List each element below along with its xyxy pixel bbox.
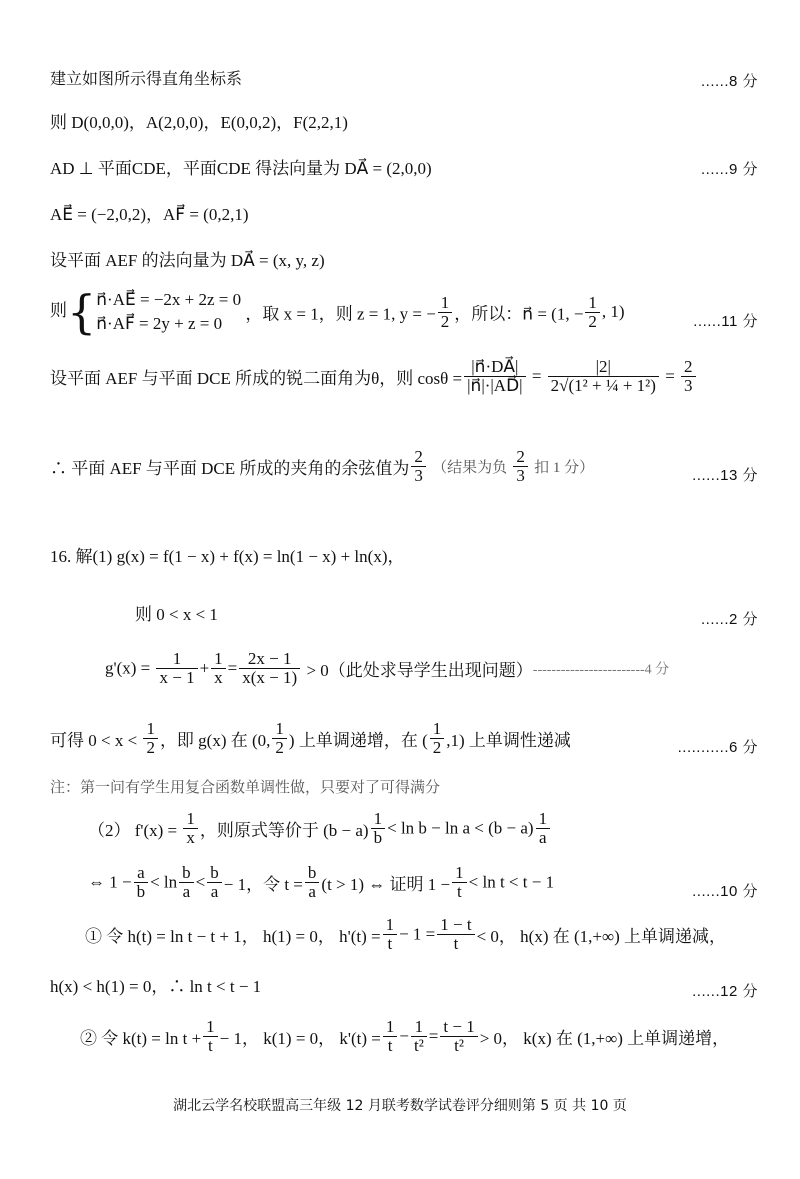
score-10: ......10 分 (692, 883, 758, 900)
line-2-text: 则 D(0,0,0)，A(2,0,0)，E(0,0,2)，F(2,2,1) (50, 113, 348, 132)
b-num: 1 (371, 810, 386, 829)
score-9: ......9 分 (700, 161, 758, 178)
ans-den: 3 (414, 466, 423, 485)
result-fraction (681, 358, 696, 395)
h1-num: 1 (383, 916, 398, 935)
k3-den: t² (413, 1036, 424, 1055)
h-def: ① 令 h(t) = ln t − t + 1， h(1) = 0， h'(t) = (85, 927, 381, 946)
k-mid: − 1， k(1) = 0， k'(t) = (219, 1029, 381, 1048)
fx-num: 1 (183, 810, 198, 829)
line-7-text: 设平面 AEF 与平面 DCE 所成的锐二面角为θ，则 cosθ = (50, 369, 463, 388)
line-8 (0, 446, 800, 502)
frac-h1 (383, 916, 398, 953)
line-8-content (50, 448, 594, 485)
score-12: ......12 分 (692, 983, 758, 1000)
half-den: 2 (275, 738, 284, 757)
half-den: 2 (432, 738, 442, 757)
equals-sign: = (531, 366, 542, 386)
h2-num: 1 − t (437, 916, 474, 935)
h1-den: t (387, 934, 393, 953)
answer-fraction (411, 448, 426, 485)
f1-den: x − 1 (159, 668, 195, 687)
frac-2 (211, 650, 226, 687)
ba-den: a (182, 882, 191, 901)
line-4 (0, 196, 800, 236)
line-4-text: AE⃗ = (−2,0,2)，AF⃗ = (0,2,1) (50, 205, 249, 224)
line-8-text: ∴ 平面 AEF 与平面 DCE 所成的夹角的余弦值为 (50, 459, 410, 478)
ab-num: a (134, 864, 149, 883)
cos-den-2: 2√(1² + ¼ + 1²) (550, 376, 656, 395)
f3-den: x(x − 1) (242, 668, 298, 687)
dash-score-4: ------------------------4 分 (532, 662, 670, 678)
line-3 (0, 150, 800, 190)
k3-num: 1 (411, 1018, 427, 1037)
text-3: ) 上单调递增，在 ( (288, 731, 428, 750)
equiv-text: ，则原式等价于 (b − a) (199, 821, 369, 840)
brace-symbol: { (67, 285, 97, 339)
line-2 (0, 104, 800, 144)
t1-num: 1 (452, 864, 467, 883)
line-5-text: 设平面 AEF 的法向量为 DA⃗ = (x, y, z) (50, 251, 325, 270)
a-den: a (539, 828, 547, 847)
line-11-rest: > 0（此处求导学生出现问题） (306, 661, 533, 680)
note-den: 3 (516, 466, 525, 485)
line-12-content (50, 720, 571, 757)
ba-num: b (179, 864, 194, 883)
eq: = (428, 1026, 439, 1046)
frac-num: 1 (585, 294, 600, 313)
frac-num: 1 (438, 294, 453, 313)
ba2-num: b (207, 864, 222, 883)
ans-num: 2 (411, 448, 426, 467)
cos-fraction-2 (548, 358, 659, 395)
frac-1-over-x (183, 810, 198, 847)
frac-1-over-a (536, 810, 551, 847)
half-den: 2 (146, 738, 155, 757)
grading-note: 注：第一问有学生用复合函数单调性做，只要对了可得满分 (50, 778, 441, 796)
prove-text: (t > 1) ⇔ 证明 1 − (321, 875, 451, 894)
half-num: 1 (430, 720, 445, 739)
line-1 (0, 62, 800, 102)
score-8: ......8 分 (700, 73, 758, 90)
a-num: 1 (536, 810, 551, 829)
frac-b-over-a (179, 864, 194, 901)
frac-den: 2 (440, 311, 450, 331)
t-den: a (308, 882, 316, 901)
score-6: ...........6 分 (677, 739, 758, 756)
note-deduct: 扣 1 分） (534, 460, 595, 476)
note-num: 2 (513, 448, 528, 467)
line-7 (0, 356, 800, 424)
frac-3 (239, 650, 300, 687)
page-footer: 湖北云学名校联盟高三年级 12 月联考数学试卷评分细则第 5 页 共 10 页 (173, 1098, 627, 1114)
half-1 (143, 720, 158, 757)
ln-pre: < ln (150, 872, 178, 892)
text-2: ，即 g(x) 在 (0, (159, 731, 271, 750)
frac-1-over-b (371, 810, 386, 847)
line-7-content (50, 358, 698, 395)
lt-sign: < (195, 872, 206, 892)
half-num: 1 (272, 720, 287, 739)
frac-k3 (411, 1018, 427, 1055)
line-16 (0, 914, 800, 964)
fx-den: x (186, 828, 195, 847)
f3-num: 2x − 1 (239, 650, 300, 669)
half-num: 1 (143, 720, 158, 739)
plus-sign: + (199, 658, 210, 678)
line-9-text: 16. 解(1) g(x) = f(1 − x) + f(x) = ln(1 − x) + ln(x)， (50, 547, 405, 566)
h-mid: − 1 = (399, 924, 436, 944)
f1-num: 1 (156, 650, 197, 669)
line-6-tail: ，所以：n⃗ = (1, − (454, 304, 584, 324)
frac-a-over-b (134, 864, 149, 901)
t1-den: t (457, 882, 462, 901)
line-3-text: AD ⊥ 平面CDE，平面CDE 得法向量为 DA⃗ = (2,0,0) (50, 159, 432, 178)
cos-num: |n⃗·DA⃗| (464, 358, 525, 377)
k4-den: t² (454, 1036, 464, 1055)
h2-den: t (453, 934, 459, 953)
line-11-content (105, 650, 669, 687)
line-14 (0, 808, 800, 858)
prove-end: < ln t < t − 1 (468, 872, 555, 892)
equiv-start: ⇔ 1 − (88, 872, 132, 892)
line-17 (0, 968, 800, 1008)
h-rest: < 0， h(x) 在 (1,+∞) 上单调递减， (476, 927, 727, 946)
frac-den: 2 (588, 311, 597, 331)
line-16-content (85, 916, 726, 953)
score-13: ......13 分 (692, 467, 758, 484)
line-10 (0, 596, 800, 636)
frac-1-over-t (452, 864, 467, 901)
score-11: ......11 分 (693, 313, 758, 330)
line-18 (0, 1016, 800, 1066)
equals: = (227, 658, 238, 678)
line-1-text: 建立如图所示得直角坐标系 (50, 69, 243, 88)
result-num: 2 (681, 358, 696, 377)
text-4: ,1) 上单调性递减 (446, 731, 571, 750)
frac-k2 (383, 1018, 398, 1055)
half-3 (430, 720, 445, 757)
t-num: b (305, 864, 320, 883)
ba2-den: a (210, 882, 219, 901)
gprime-label: g'(x) = (105, 658, 151, 678)
frac-k4 (440, 1018, 477, 1055)
frac-h2 (437, 916, 474, 953)
let-t: − 1，令 t = (223, 875, 303, 894)
k1-den: t (208, 1036, 213, 1055)
k4-num: t − 1 (440, 1018, 477, 1037)
note-negative: （结果为负 (432, 460, 508, 476)
equation-1: n⃗·AE⃗ = −2x + 2z = 0 (96, 290, 242, 309)
half-2 (272, 720, 287, 757)
result-den: 3 (684, 376, 693, 395)
cos-fraction (464, 358, 525, 395)
f2-den: x (214, 668, 223, 687)
ineq-text: < ln b − ln a < (b − a) (387, 818, 534, 838)
frac-k1 (203, 1018, 218, 1055)
note-fraction (513, 448, 528, 485)
line-6-tail2: , 1) (601, 302, 625, 321)
f2-num: 1 (211, 650, 226, 669)
k2-num: 1 (383, 1018, 398, 1037)
cos-num-2: |2| (548, 358, 659, 377)
frac-t-def (305, 864, 320, 901)
line-5 (0, 242, 800, 282)
score-2: ......2 分 (700, 611, 758, 628)
minus: − (399, 1026, 409, 1046)
line-14-content (88, 810, 552, 847)
line-17-text: h(x) < h(1) = 0，∴ ln t < t − 1 (50, 977, 262, 996)
line-15 (0, 862, 800, 912)
frac-1 (156, 650, 197, 687)
k-rest: > 0， k(x) 在 (1,+∞) 上单调递增， (479, 1029, 730, 1048)
cos-den: |n⃗|·|AD⃗| (467, 376, 523, 395)
equation-2: n⃗·AF⃗ = 2y + z = 0 (96, 314, 223, 333)
line-10-text: 则 0 < x < 1 (135, 605, 218, 624)
line-6-content (50, 285, 625, 339)
line-6-pre: 则 (50, 300, 67, 320)
part2-label: （2） f'(x) = (88, 821, 178, 840)
line-15-content (88, 864, 554, 901)
k1-num: 1 (203, 1018, 218, 1037)
fraction-half-2 (585, 294, 600, 331)
line-11 (0, 648, 800, 700)
k-def: ② 令 k(t) = ln t + (80, 1029, 202, 1048)
k2-den: t (387, 1036, 393, 1055)
fraction-half (438, 294, 453, 331)
equals-sign-2: = (665, 366, 675, 386)
ab-den: b (136, 882, 146, 901)
line-12 (0, 718, 800, 770)
line-18-content (80, 1018, 729, 1055)
b-den: b (373, 828, 383, 847)
frac-b-over-a-2 (207, 864, 222, 901)
line-9 (0, 538, 800, 578)
equation-system (96, 288, 241, 336)
line-6-mid: ，取 x = 1，则 z = 1, y = − (245, 304, 436, 324)
line-6 (0, 285, 800, 344)
text-1: 可得 0 < x < (50, 731, 138, 750)
